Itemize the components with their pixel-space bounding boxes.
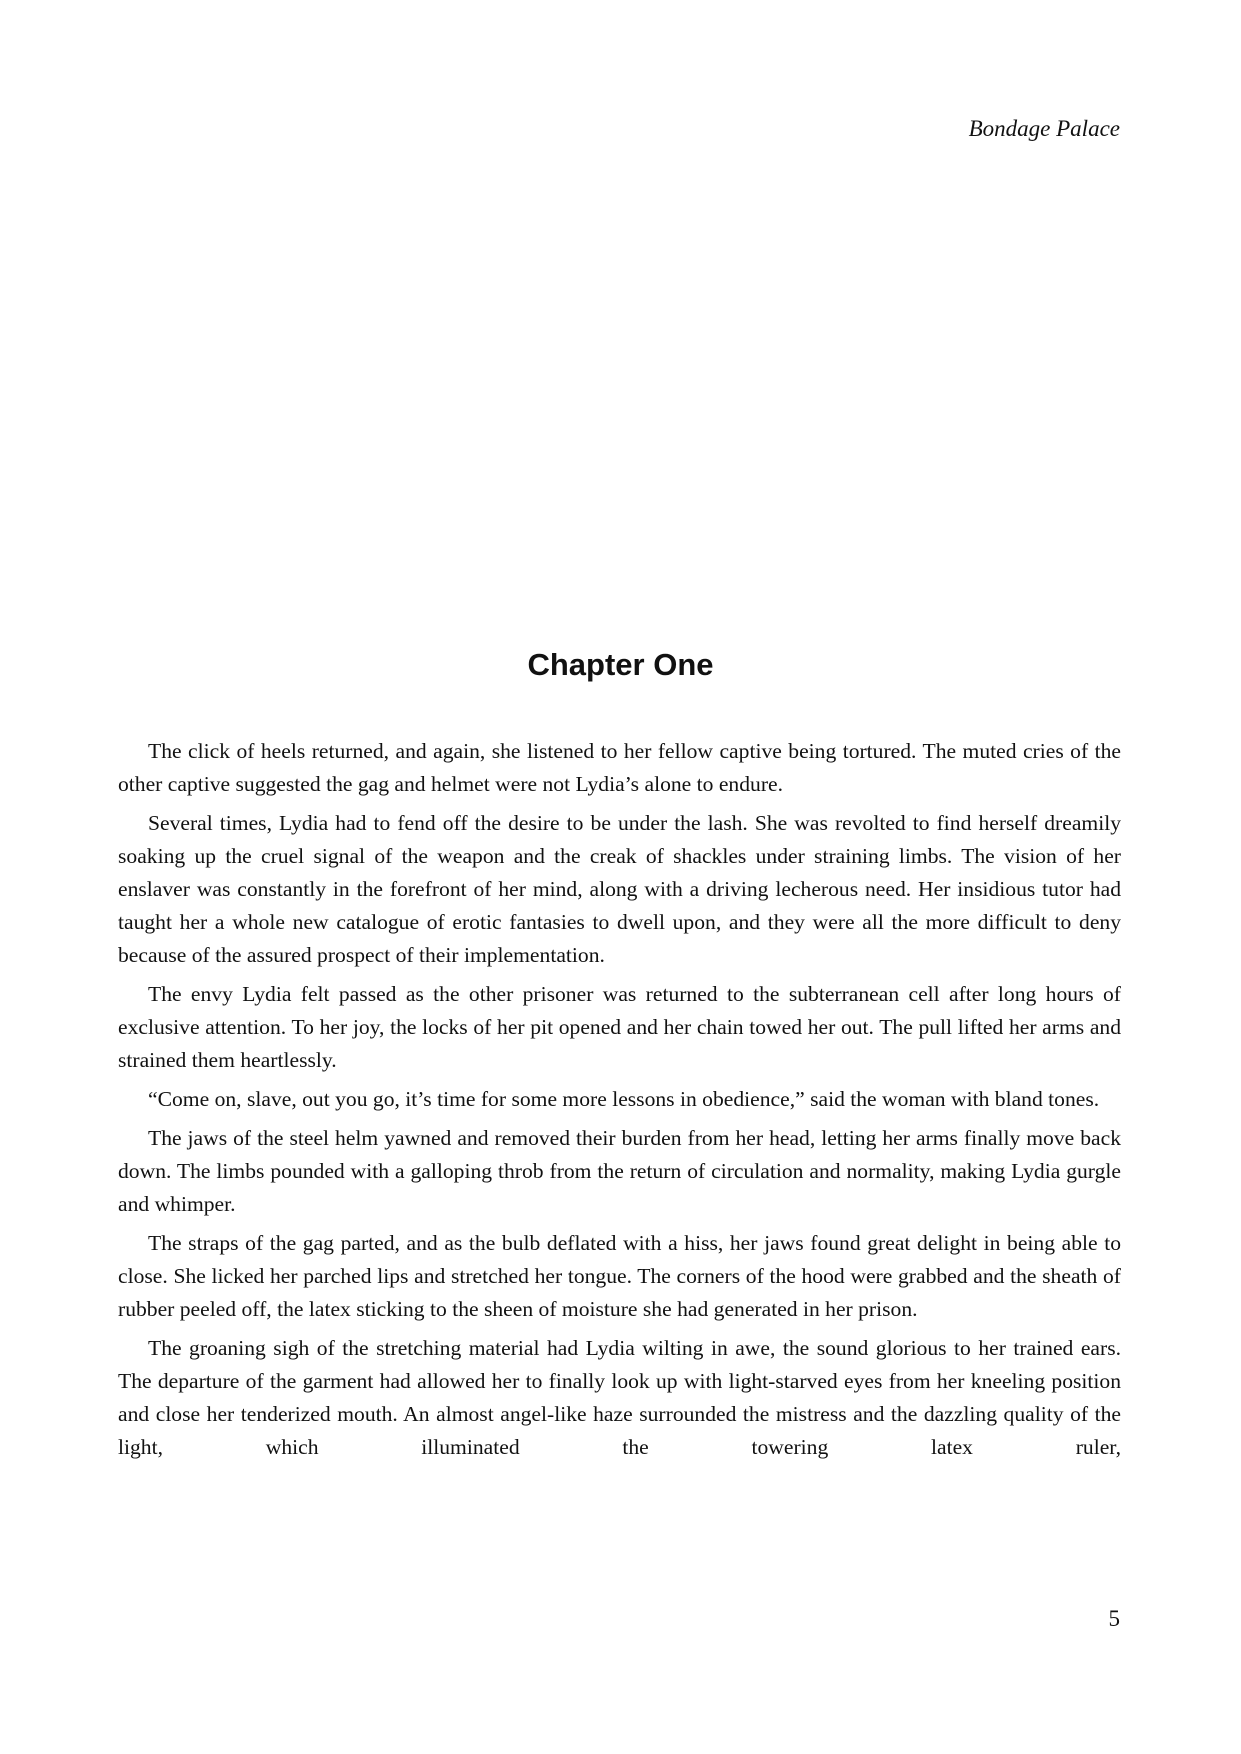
paragraph: The click of heels returned, and again, she listened to her fellow captive being tortured. The muted cries of the other captive suggested the gag and helmet were not Lydia’s alone to endure. [118, 739, 1121, 796]
paragraph: The groaning sigh of the stretching material had Lydia wilting in awe, the sound glorious to her trained ears. The departure of the garment had allowed her to finally look up with light-starved eyes from her kneeling position and close her tenderized mouth. An almost angel-like haze surrounded the mistress and the dazzling quality of the light, which illuminated the towering latex ruler, [118, 1336, 1121, 1459]
running-header: Bondage Palace [968, 116, 1120, 141]
paragraph: Several times, Lydia had to fend off the desire to be under the lash. She was revolted to find herself dreamily soaking up the cruel signal of the weapon and the creak of shackles under straining limbs. The vision of her enslaver was constantly in the forefront of her mind, along with a driving lecherous need. Her insidious tutor had taught her a whole new catalogue of erotic fantasies to dwell upon, and they were all the more difficult to deny because of the assured prospect of their implementation. [118, 811, 1121, 967]
paragraph: The envy Lydia felt passed as the other prisoner was returned to the subterranean cell after long hours of exclusive attention. To her joy, the locks of her pit opened and her chain towed her out. The pull lifted her arms and strained them heartlessly. [118, 982, 1121, 1072]
chapter-title: Chapter One [527, 647, 714, 682]
paragraph: The jaws of the steel helm yawned and removed their burden from her head, letting her arms finally move back down. The limbs pounded with a galloping throb from the return of circulation and normality, making Lydia gurgle and whimper. [118, 1126, 1121, 1216]
paragraph: “Come on, slave, out you go, it’s time for some more lessons in obedience,” said the woman with bland tones. [148, 1087, 1100, 1111]
page-number: 5 [1108, 1606, 1120, 1631]
paragraph: The straps of the gag parted, and as the bulb deflated with a hiss, her jaws found great delight in being able to close. She licked her parched lips and stretched her tongue. The corners of the hood were grabbed and the sheath of rubber peeled off, the latex sticking to the sheen of moisture she had generated in her prison. [118, 1231, 1121, 1321]
body-text [118, 735, 1121, 1470]
